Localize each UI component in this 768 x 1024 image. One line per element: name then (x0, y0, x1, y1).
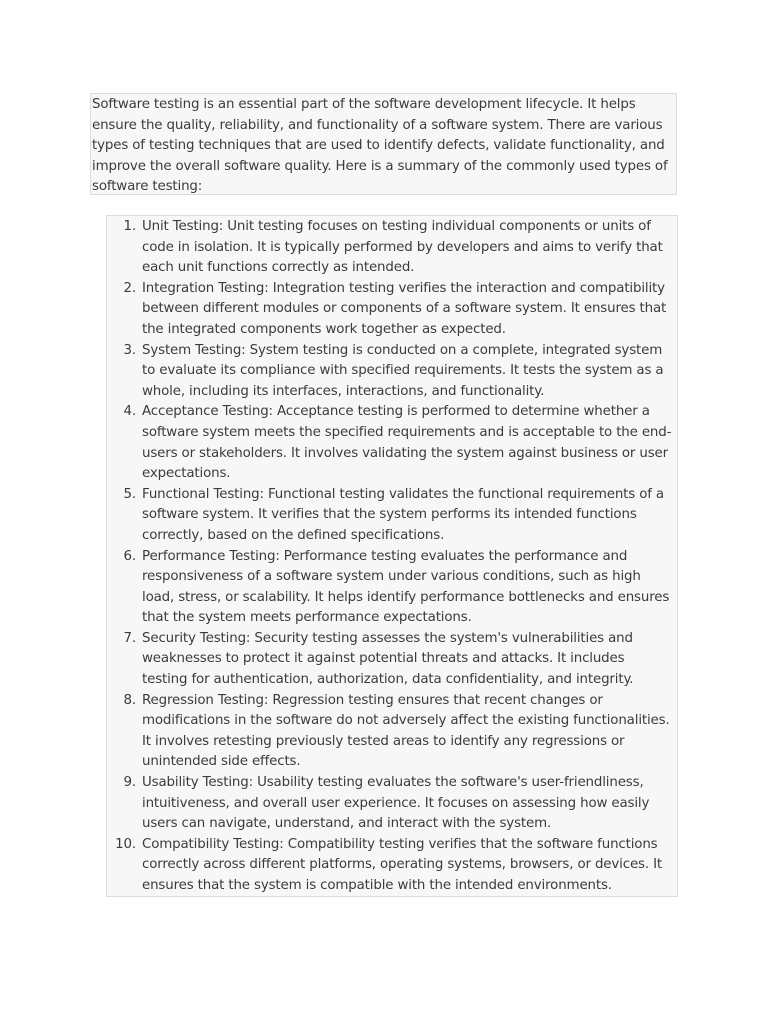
list-item (107, 341, 677, 403)
list-item-number: 1. (123, 219, 136, 234)
list-item (107, 279, 677, 341)
list-item-number: 5. (123, 486, 136, 502)
list-item (107, 485, 677, 547)
list-item-number: 8. (123, 692, 136, 708)
list-item (107, 773, 677, 835)
list-item-number: 10. (115, 836, 136, 852)
list-item-number: 7. (123, 630, 136, 646)
list-item-number: 6. (123, 548, 136, 564)
list-item-text: Regression Testing: Regression testing ensures that recent changes or modifications in the software do not adversely affect the existing functionalities. It involves retesting previously tested areas to identify any regressions or unintended side effects. (142, 692, 670, 770)
list-item (107, 629, 677, 691)
intro-paragraph: Software testing is an essential part of the software development lifecycle. It helps ensure the quality, reliability, and functionality of a software system. There are various types of testing techniques that are used to identify defects, validate functionality, and improve the overall software quality. Here is a summary of the commonly used types of software testing: (90, 93, 677, 195)
list-item-text: Acceptance Testing: Acceptance testing is performed to determine whether a software system meets the specified requirements and is acceptable to the end-users or stakeholders. It involves validating the system against business or user expectations. (142, 404, 672, 482)
list-item (107, 835, 677, 897)
list-item-number: 2. (123, 280, 136, 296)
list-item-text: Compatibility Testing: Compatibility testing verifies that the software functions correctly across different platforms, operating systems, browsers, or devices. It ensures that the system is compatible with the intended environments. (142, 836, 662, 893)
testing-types-list (106, 215, 678, 897)
list-item (107, 402, 677, 484)
list-item-number: 4. (123, 404, 136, 420)
list-item-text: System Testing: System testing is conducted on a complete, integrated system to evaluate its compliance with specified requirements. It tests the system as a whole, including its interfaces, interactions, and functionality. (142, 342, 664, 399)
list-item-text: Security Testing: Security testing assesses the system's vulnerabilities and weaknesses to protect it against potential threats and attacks. It includes testing for authentication, authorization, data confidentiality, and integrity. (142, 630, 634, 688)
list-item-text: Unit Testing: Unit testing focuses on testing individual components or units of code in isolation. It is typically performed by developers and aims to verify that each unit functions correctly as intended. (142, 219, 663, 276)
list-item-text: Integration Testing: Integration testing verifies the interaction and compatibility between different modules or components of a software system. It ensures that the integrated components work together as expected. (142, 280, 667, 337)
list-item-number: 3. (123, 342, 136, 358)
list-item-text: Usability Testing: Usability testing evaluates the software's user-friendliness, intuitiveness, and overall user experience. It focuses on assessing how easily users can navigate, understand, and interact with the system. (142, 775, 650, 832)
list-item (107, 547, 677, 629)
list-item-text: Functional Testing: Functional testing validates the functional requirements of a software system. It verifies that the system performs its intended functions correctly, based on the defined specifications. (142, 486, 664, 543)
list-item-number: 9. (123, 775, 136, 791)
list-item (107, 691, 677, 773)
list-item (107, 217, 677, 279)
list-item-text: Performance Testing: Performance testing evaluates the performance and responsiveness of a software system under various conditions, such as high load, stress, or scalability. It helps identify performance bottlenecks and ensures that the system meets performance expectations. (142, 548, 670, 626)
